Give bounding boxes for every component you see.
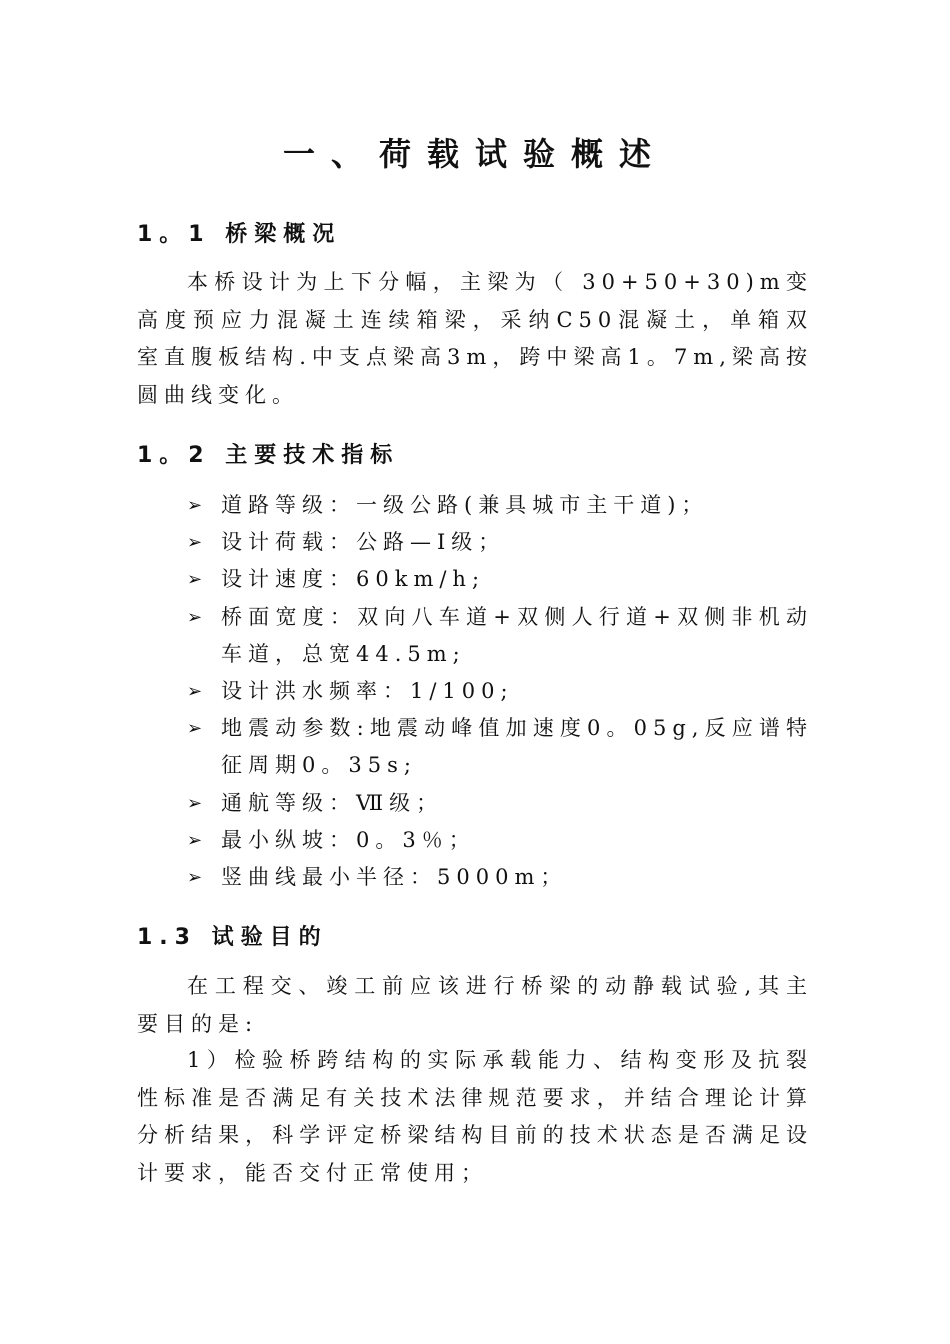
arrow-bullet-icon: ➢ [187,829,203,851]
arrow-bullet-icon: ➢ [187,867,203,889]
list-item-text: 竖曲线最小半径：5000m； [221,865,568,890]
technical-indicator-list [137,487,813,896]
section-heading-test-purpose: 1.3 试验目的 [137,925,328,950]
list-item-text: 道路等级：一级公路(兼具城市主干道)； [221,493,709,517]
list-item [137,785,813,822]
section-heading-bridge-overview: 1。1 桥梁概况 [137,222,342,247]
arrow-bullet-icon: ➢ [187,718,203,740]
list-item-text: 桥面宽度：双向八车道+双侧人行道+双侧非机动车道，总宽44.5m; [221,604,813,666]
list-item [137,859,813,896]
list-item-text: 设计荷载：公路—Ⅰ级； [221,530,506,555]
section-heading-technical-indicators: 1。2 主要技术指标 [137,443,400,468]
list-item-text: 设计速度：60km/h; [221,567,486,592]
arrow-bullet-icon: ➢ [187,569,203,591]
paragraph-test-purpose-item-1: 1）检验桥跨结构的实际承载能力、结构变形及抗裂性标准是否满足有关技术法律规范要求，并结合理论计算分析结果，科学评定桥梁结构目前的技术状态是否满足设计要求，能否交付正常使用； [137,1048,813,1185]
page-title: 一、荷载试验概述 [282,135,667,173]
list-item [137,561,813,598]
arrow-bullet-icon: ➢ [187,495,203,516]
paragraph-bridge-overview: 本桥设计为上下分幅，主梁为（ 30+50+30)m变高度预应力混凝土连续箱梁，采纳C50混凝土，单箱双室直腹板结构.中支点梁高3m，跨中梁高1。7m,梁高按圆曲线变化。 [137,270,813,407]
list-item-text: 地震动参数:地震动峰值加速度0。05g,反应谱特征周期0。35s; [221,716,813,778]
list-item [137,524,813,561]
list-item [137,673,813,710]
paragraph-test-purpose-intro: 在工程交、竣工前应该进行桥梁的动静载试验,其主要目的是: [137,974,813,1036]
arrow-bullet-icon: ➢ [187,792,203,814]
list-item [137,710,813,784]
arrow-bullet-icon: ➢ [187,681,203,703]
list-item [137,487,813,524]
list-item-text: 设计洪水频率：1/100; [221,679,514,704]
arrow-bullet-icon: ➢ [187,606,203,628]
list-item-text: 通航等级：Ⅶ级； [221,790,444,815]
arrow-bullet-icon: ➢ [187,532,203,554]
list-item [137,822,813,859]
list-item-text: 最小纵坡：0。3％； [221,827,476,852]
list-item [137,599,813,673]
